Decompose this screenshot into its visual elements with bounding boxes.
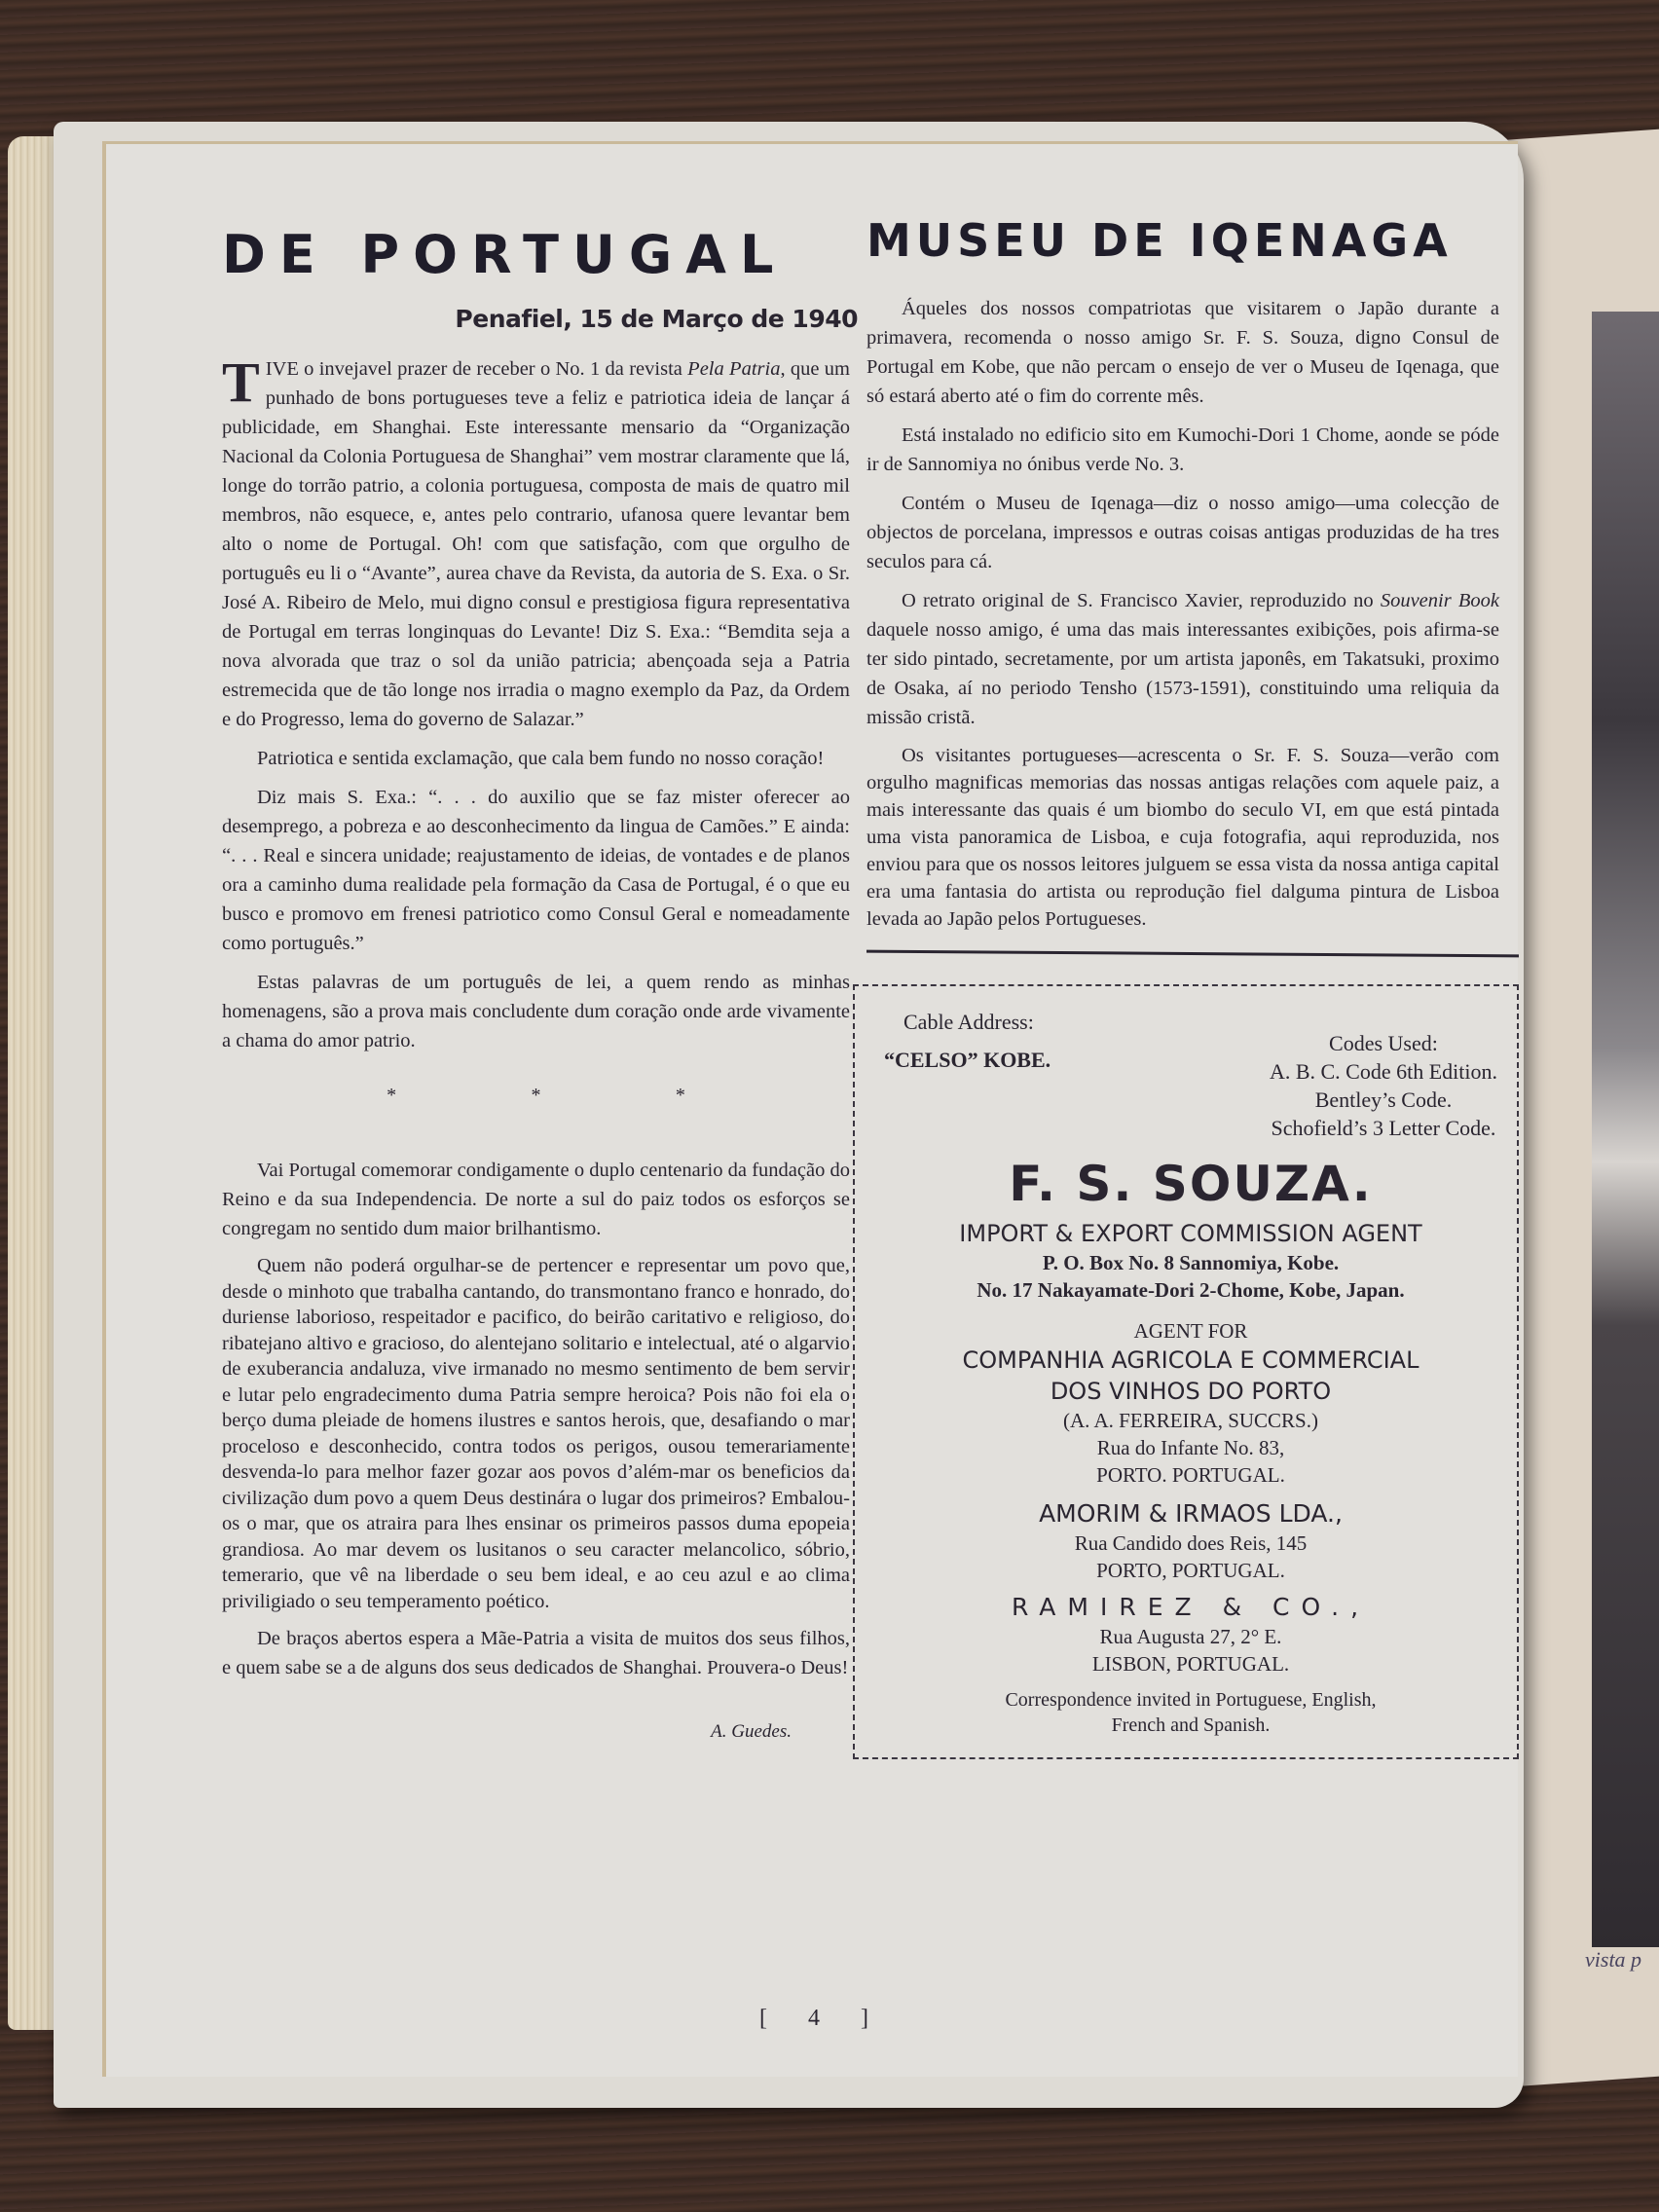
correspondence-line-2: French and Spanish.: [1111, 1714, 1271, 1736]
section-divider: [222, 1065, 850, 1156]
section-rule: [866, 950, 1519, 958]
cable-value: “CELSO” KOBE.: [884, 1048, 1051, 1072]
adjacent-page-caption: vista p: [1585, 1947, 1642, 1972]
p4-rest: daquele nosso amigo, é uma das mais interessantes exibições, pois afirma-se ter sido pintado, secretamente, por um artista japonês, em Takatsuki, proximo de Osaka, aí no periodo Tensho (1573-1591), constituindo uma reliquia da missão cristã.: [866, 619, 1499, 728]
p1-start: IVE o invejavel prazer de receber o No. 1 da revista: [265, 358, 688, 380]
museum-paragraph-3: Contém o Museu de Iqenaga—diz o nosso amigo—uma colecção de objectos de porcelana, impressos e outras coisas antigas produzidas de ha tres seculos para cá.: [866, 493, 1499, 572]
museum-paragraph-1: Áqueles dos nossos compatriotas que visitarem o Japão durante a primavera, recomenda o nosso amigo Sr. F. S. Souza, digno Consul de Portugal em Kobe, que não percam o ensejo de ver o Museu de Iqenaga, que só estará aberto até o fim do corrente mês.: [866, 298, 1499, 407]
agency-1-name-2: DOS VINHOS DO PORTO: [1050, 1378, 1332, 1405]
codes-used: [1270, 1008, 1497, 1142]
street-address: No. 17 Nakayamate-Dori 2-Chome, Kobe, Japan.: [977, 1278, 1405, 1302]
company-name: F. S. SOUZA.: [1009, 1156, 1373, 1212]
agency-3-address: Rua Augusta 27, 2° E.: [1099, 1625, 1282, 1648]
agency-1-sub: (A. A. FERREIRA, SUCCRS.): [1063, 1409, 1318, 1432]
star: *: [531, 1085, 541, 1106]
museum-paragraph-2: Está instalado no edificio sito em Kumochi-Dori 1 Chome, aonde se póde ir de Sannomiya no ónibus verde No. 3.: [866, 424, 1499, 475]
cable-address: [884, 1008, 1051, 1142]
right-article: [866, 214, 1499, 1759]
agency-1-city: PORTO. PORTUGAL.: [1096, 1463, 1285, 1487]
magazine-title: Pela Patria: [687, 358, 781, 380]
paragraph-4: Estas palavras de um português de lei, a quem rendo as minhas homenagens, são a prova mais concludente dum coração onde arde vivamente a chama do amor patrio.: [222, 972, 850, 1051]
museum-paragraph-4: [866, 586, 1499, 732]
lisbon-panorama-photo: [1592, 312, 1659, 1947]
author-signature: A. Guedes.: [711, 1721, 792, 1742]
ad-header: [884, 1008, 1497, 1142]
paragraph-6: Quem não poderá orgulhar-se de pertencer e representar um povo que, desde o minhoto que trabalha cantando, do transmontano franco e honrado, do duriense laborioso, respeitador e pacifico, do beirão caritativo e religioso, do ribatejano altivo e gracioso, do alentejano solitario e intelectual, até o algarvio de exuberancia andaluza, vive irmanado no mesmo sentimento de bem servir e lutar pelo engradecimento duma Patria sempre heroica? Pois não foi ela o berço duma pleiade de homens ilustres e santos herois, que, desafiando o mar proceloso e desconhecido, contra todos os perigos, ousou temerariamente desvenda-lo para melhor fazer gozar aos povos d’além-mar os beneficios da civilização dum povo a quem Deus destinára o lugar dos primeiros? Embalou-os o mar, que os atraira para lhes ensinar os primeiros passos duma epopeia grandiosa. Ao mar devem os lusitanos o seu caracter melancolico, sóbrio, temerario, que vê na liberdade o seu bem ideal, e ao ceu azul e ao clima priviligiado o seu temperamento poético.: [222, 1255, 850, 1612]
agency-3-city: LISBON, PORTUGAL.: [1091, 1652, 1290, 1676]
drop-cap: T: [222, 350, 260, 414]
article-title-museu: MUSEU DE IQENAGA: [866, 214, 1453, 267]
paragraph-5: Vai Portugal comemorar condigamente o duplo centenario da fundação do Reino e da sua Independencia. De norte a sul do paiz todos os esforços se congregam no sentido dum maior brilhantismo.: [222, 1160, 850, 1239]
correspondence-note: [884, 1687, 1497, 1738]
article-title-de-portugal: DE PORTUGAL: [222, 224, 788, 285]
code-item: Bentley’s Code.: [1314, 1088, 1453, 1112]
souza-advertisement: [853, 984, 1519, 1759]
star: *: [675, 1085, 685, 1106]
agent-for-label: AGENT FOR: [1133, 1319, 1248, 1343]
p4-start: O retrato original de S. Francisco Xavier, reproduzido no: [902, 590, 1381, 611]
star: *: [387, 1085, 397, 1106]
dateline: Penafiel, 15 de Março de 1940: [455, 305, 858, 333]
paragraph-3: Diz mais S. Exa.: “. . . do auxilio que se faz mister oferecer ao desemprego, a pobreza e ao desconhecimento da lingua de Camões.” E ainda: “. . . Real e sincera unidade; reajustamento de ideias, de vontades e de planos ora a caminho duma realidade pela formação da Casa de Portugal, é o que eu busco e promovo em frenesi patriotico como Consul Geral e nomeadamente como português.”: [222, 787, 850, 954]
agency-2-name: AMORIM & IRMAOS LDA.,: [1039, 1499, 1343, 1528]
museum-paragraph-5: Os visitantes portugueses—acrescenta o Sr. F. S. Souza—verão com orgulho magnificas memorias das nossas antigas relações com aquele paiz, a mais interessante das quais é um biombo do seculo VI, em que está pintada uma vista panoramica de Lisboa, e cuja fotografia, aqui reproduzida, nos enviou para que os nossos leitores julguem se essa vista da nossa antiga capital era uma fantasia do artista ou reprodução fiel dalguma pintura de Lisboa levada ao Japão pelos Portugueses.: [866, 745, 1499, 930]
po-box: P. O. Box No. 8 Sannomiya, Kobe.: [1042, 1251, 1340, 1274]
paragraph-2: Patriotica e sentida exclamação, que cala bem fundo no nosso coração!: [257, 748, 825, 769]
p1-rest: , que um punhado de bons portugueses teve a feliz e patriotica ideia de lançar á publicidade, em Shanghai. Este interessante mensario da “Organização Nacional da Colonia Portuguesa de Shanghai” vem mostrar claramente que lá, longe do torrão patrio, a colonia portuguesa, composta de mais de quatro mil membros, não esquece, e, antes pelo contrario, ufanosa quere levantar bem alto o nome de Portugal. Oh! com que satisfação, com que orgulho de português eu li o “Avante”, aurea chave da Revista, da autoria de S. Exa. o Sr. José A. Ribeiro de Melo, mui digno consul e prestigiosa figura representativa de Portugal em terras longinquas do Levante! Diz S. Exa.: “Bemdita seja a nova alvorada que traz o sol da união patricia; abençoada seja a Patria estremecida que de tão longe nos irradia o magno exemplo da Paz, da Ordem e do Progresso, lema do governo de Salazar.”: [222, 358, 850, 730]
agency-2-city: PORTO, PORTUGAL.: [1096, 1559, 1285, 1582]
paragraph-7: De braços abertos espera a Mãe-Patria a visita de muitos dos seus filhos, e quem sabe se a de alguns dos seus dedicados de Shanghai. Prouvera-o Deus!: [222, 1628, 850, 1678]
page-number: [ 4 ]: [759, 2006, 886, 2031]
book-title: Souvenir Book: [1380, 590, 1499, 611]
left-article: [222, 224, 858, 1743]
agency-1-address: Rua do Infante No. 83,: [1096, 1436, 1285, 1459]
code-item: Schofield’s 3 Letter Code.: [1271, 1116, 1496, 1140]
code-item: A. B. C. Code 6th Edition.: [1269, 1059, 1497, 1084]
paragraph-1: [222, 350, 850, 734]
codes-label: Codes Used:: [1329, 1031, 1438, 1055]
agency-3-name: RAMIREZ & CO.,: [1011, 1593, 1371, 1621]
cable-label: Cable Address:: [903, 1010, 1034, 1034]
correspondence-line-1: Correspondence invited in Portuguese, English,: [1005, 1689, 1377, 1711]
agency-1-name: COMPANHIA AGRICOLA E COMMERCIAL: [962, 1346, 1419, 1374]
company-tagline: IMPORT & EXPORT COMMISSION AGENT: [959, 1220, 1422, 1247]
agency-2-address: Rua Candido does Reis, 145: [1074, 1531, 1308, 1555]
